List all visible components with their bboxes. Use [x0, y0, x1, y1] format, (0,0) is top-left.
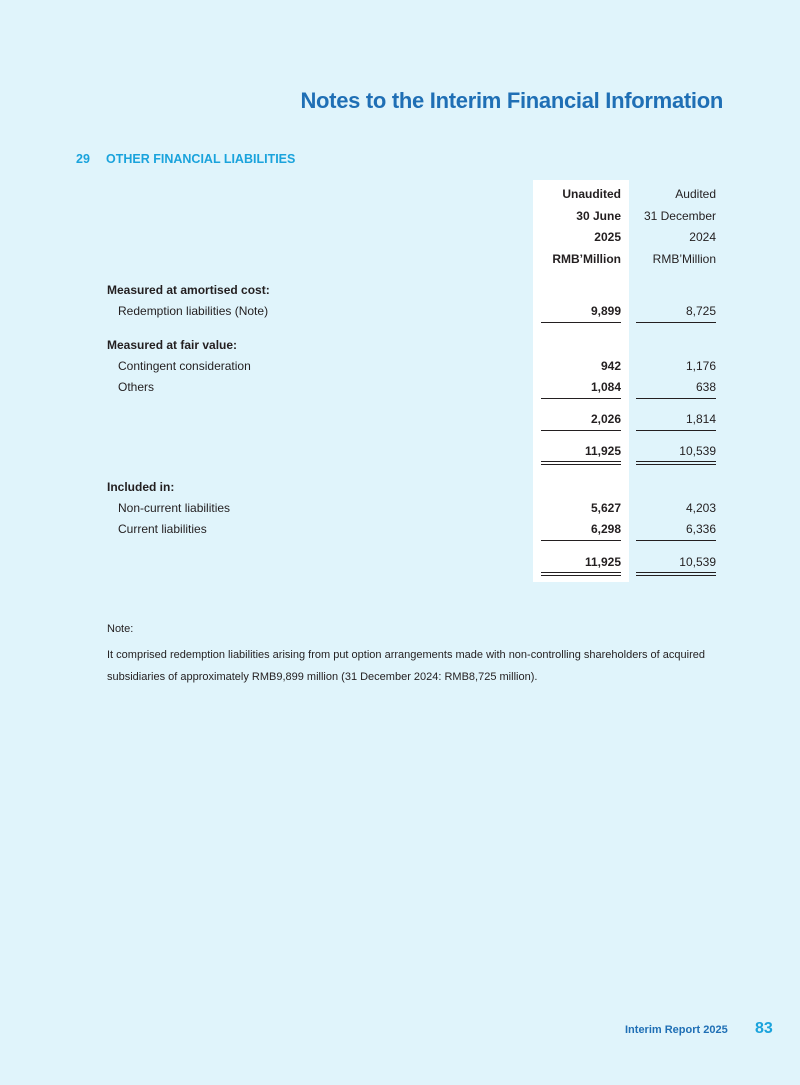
col1-header-unit: RMB’Million: [552, 252, 621, 266]
amortised-heading: Measured at amortised cost:: [107, 283, 270, 297]
included-heading: Included in:: [107, 480, 175, 494]
contingent-label: Contingent consideration: [118, 359, 251, 373]
header-row-1: [0, 185, 800, 203]
col2-header-unit: RMB’Million: [652, 252, 716, 266]
table-row: [0, 378, 800, 396]
amortised-heading-row: [0, 281, 800, 299]
table-row: [0, 302, 800, 320]
table-row: [0, 357, 800, 375]
current-2025: 6,298: [590, 522, 621, 536]
col1-header-status: Unaudited: [562, 187, 621, 201]
contingent-value-2025: 942: [600, 359, 621, 373]
rule: [636, 540, 716, 541]
contingent-value-2024: 1,176: [685, 359, 716, 373]
double-rule: [541, 461, 621, 465]
redemption-label: Redemption liabilities (Note): [118, 304, 269, 318]
rule: [541, 398, 621, 399]
others-label: Others: [118, 380, 155, 394]
col1-header-year: 2025: [594, 230, 621, 244]
col1-header-date: 30 June: [576, 209, 621, 223]
double-rule: [541, 572, 621, 576]
page-title: Notes to the Interim Financial Information: [300, 88, 723, 113]
non-current-2024: 4,203: [685, 501, 716, 515]
page-number: 83: [755, 1020, 773, 1037]
total-2025: 11,925: [584, 444, 621, 458]
table-row: [0, 410, 800, 428]
header-row-2: [0, 207, 800, 225]
fv-subtotal-2025: 2,026: [590, 412, 621, 426]
fv-subtotal-2024: 1,814: [685, 412, 716, 426]
current-label: Current liabilities: [118, 522, 207, 536]
note-label: Note:: [107, 623, 134, 635]
rule: [541, 430, 621, 431]
double-rule: [636, 461, 716, 465]
rule: [636, 430, 716, 431]
non-current-2025: 5,627: [590, 501, 621, 515]
footer-report-name: Interim Report 2025: [625, 1024, 728, 1036]
others-value-2024: 638: [695, 380, 716, 394]
table-row: [0, 499, 800, 517]
non-current-label: Non-current liabilities: [118, 501, 231, 515]
rule: [541, 540, 621, 541]
header-row-3: [0, 228, 800, 246]
rule: [636, 322, 716, 323]
redemption-value-2025: 9,899: [590, 304, 621, 318]
col2-header-date: 31 December: [643, 209, 716, 223]
included-heading-row: [0, 478, 800, 496]
table-row: [0, 442, 800, 460]
table-row: [0, 553, 800, 571]
header-row-4: [0, 250, 800, 268]
col2-header-year: 2024: [689, 230, 716, 244]
included-total-2024: 10,539: [679, 555, 716, 569]
table-row: [0, 520, 800, 538]
fair-value-heading: Measured at fair value:: [107, 338, 238, 352]
rule: [636, 398, 716, 399]
fair-value-heading-row: [0, 336, 800, 354]
double-rule: [636, 572, 716, 576]
rule: [541, 322, 621, 323]
note-text: It comprised redemption liabilities arising from put option arrangements made with non-controlling shareholders of acquired subsidiaries of approximately RMB9,899 million (31 December 2024: RMB8,725 million).: [107, 649, 705, 683]
current-2024: 6,336: [685, 522, 716, 536]
total-2024: 10,539: [679, 444, 716, 458]
included-total-2025: 11,925: [584, 555, 621, 569]
section-heading: [76, 152, 295, 166]
others-value-2025: 1,084: [590, 380, 621, 394]
redemption-value-2024: 8,725: [685, 304, 716, 318]
section-number: 29: [76, 152, 90, 166]
col2-header-status: Audited: [675, 187, 716, 201]
section-title: OTHER FINANCIAL LIABILITIES: [106, 152, 296, 166]
